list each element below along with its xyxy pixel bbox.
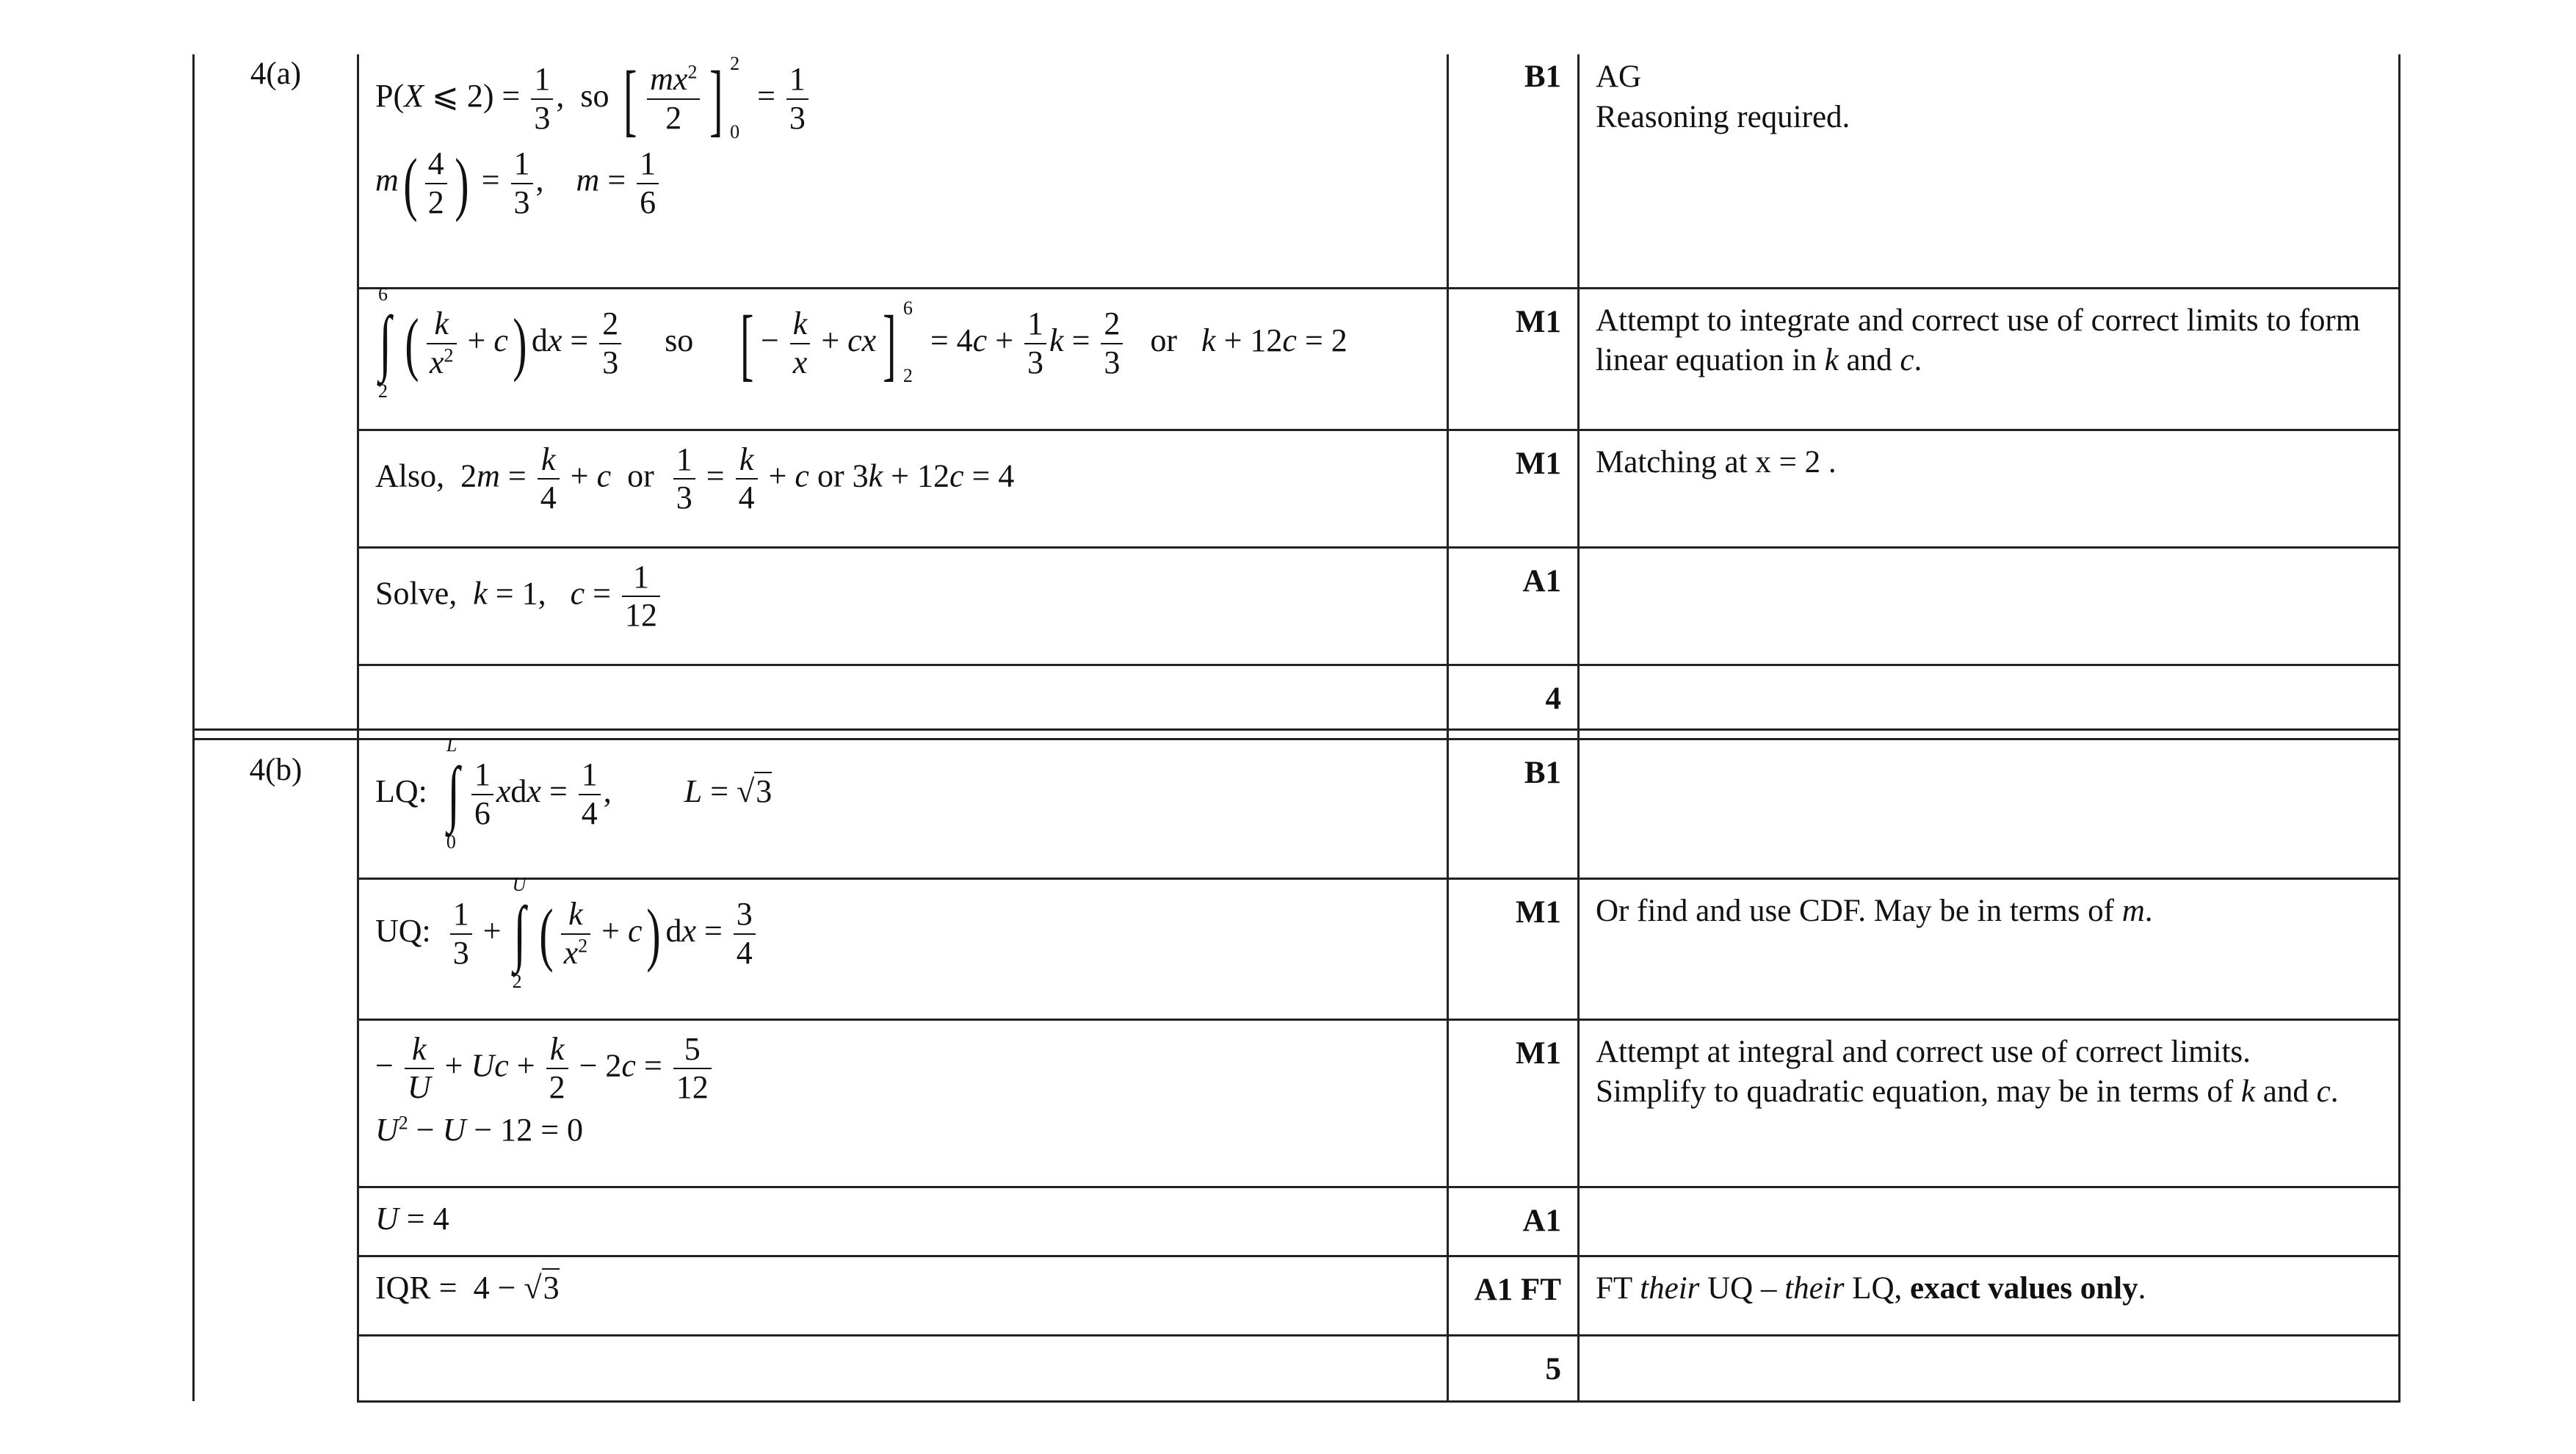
equation: Solve, k = 1, c = $\frac{1}{12}$ xyxy=(375,559,1430,634)
guidance xyxy=(1579,878,2400,1019)
question-label: 4(a) xyxy=(194,54,358,729)
equation: IQR = 4 − √3 xyxy=(375,1269,560,1306)
guidance-text: UQ – xyxy=(1699,1270,1785,1306)
equation: Also, 2m = $\frac{k}{4}$ + c or $\frac{1}{3}$ = $\frac{k}{4}$ + c or 3k + 12c = 4 xyxy=(375,441,1015,516)
guidance xyxy=(1579,1256,2400,1335)
mark-scheme-table xyxy=(192,54,2400,1403)
guidance: Matching at x = 2 . xyxy=(1579,430,2400,547)
mark: B1 xyxy=(1448,739,1579,878)
guidance-var: k xyxy=(2240,1074,2256,1110)
answer-cell xyxy=(358,430,1448,547)
equation: 6 ∫ 2 ( $\frac{k}{x^2}$ + c) dx = $\frac{2}{3}$ so [ − $\frac{k}{x}$ + cx] 6 2 = 4c + $\frac{1}{3}$ k = $\frac{2}{3}$ or k + 12c = 2 xyxy=(378,283,1347,402)
guidance xyxy=(1579,1019,2400,1187)
mark-total: 4 xyxy=(1448,665,1579,729)
guidance-var: c xyxy=(1900,343,1914,378)
answer-cell xyxy=(358,1187,1448,1256)
answer-cell xyxy=(358,547,1448,665)
guidance-text: . xyxy=(1914,343,1922,378)
guidance-line xyxy=(1596,1072,2382,1113)
guidance-text: FT xyxy=(1596,1270,1640,1306)
guidance xyxy=(1579,54,2400,288)
question-label: 4(b) xyxy=(194,739,358,1401)
equation: UQ: $\frac{1}{3}$ + U ∫ 2 ( $\frac{k}{x^2}$ + c) dx = $\frac{3}{4}$ xyxy=(375,890,1430,978)
mark: M1 xyxy=(1448,288,1579,430)
guidance-var: their xyxy=(1640,1270,1700,1306)
answer-cell xyxy=(358,54,1448,288)
answer-cell xyxy=(358,873,1448,1019)
mark: M1 xyxy=(1448,878,1579,1019)
answer-cell xyxy=(358,665,1448,729)
equation: LQ: L ∫ 0 $\frac{1}{6}$ xdx = $\frac{1}{4}$ , L = √3 xyxy=(375,734,773,853)
answer-cell xyxy=(358,1019,1448,1187)
answer-cell xyxy=(358,1335,1448,1401)
guidance-var: c xyxy=(2316,1074,2331,1110)
guidance xyxy=(1579,288,2400,430)
guidance-text: Simplify to quadratic equation, may be in terms of xyxy=(1596,1074,2241,1110)
guidance-text: Attempt to integrate and correct use of correct limits to form linear equation in xyxy=(1596,303,2361,378)
mark: A1 xyxy=(1448,1187,1579,1256)
mark: B1 xyxy=(1448,54,1579,288)
guidance xyxy=(1579,665,2400,729)
guidance xyxy=(1579,1335,2400,1401)
guidance-bold: exact values only xyxy=(1910,1270,2138,1306)
equation: − $\frac{k}{U}$ + Uc + $\frac{k}{2}$ − 2c = $\frac{5}{12}$ xyxy=(375,1031,1430,1107)
guidance-text: Or find and use CDF. May be in terms of xyxy=(1596,893,2122,928)
guidance-text: and xyxy=(2255,1074,2317,1110)
answer-cell xyxy=(358,734,1448,878)
guidance-line: Reasoning required. xyxy=(1596,99,1850,134)
guidance-text: . xyxy=(2138,1270,2146,1306)
guidance-var: k xyxy=(1824,343,1839,378)
guidance-text: . xyxy=(2144,893,2153,928)
guidance-text: and xyxy=(1838,343,1900,378)
equation: U = 4 xyxy=(375,1200,449,1237)
mark: A1 FT xyxy=(1448,1256,1579,1335)
mark: M1 xyxy=(1448,430,1579,547)
guidance-line: Attempt at integral and correct use of correct limits. xyxy=(1596,1034,2251,1069)
guidance xyxy=(1579,547,2400,665)
guidance-line: AG xyxy=(1596,59,1642,94)
mark: A1 xyxy=(1448,547,1579,665)
equation: m( $\frac{4}{2}$ ) = $\frac{1}{3}$ , m = $\frac{1}{6}$ xyxy=(375,145,1430,221)
guidance-var: m xyxy=(2121,893,2145,928)
equation: $U^2 - U - 12 = 0$ xyxy=(375,1111,584,1148)
iqr-label: IQR = xyxy=(375,1269,457,1306)
guidance xyxy=(1579,1187,2400,1256)
equation: P(X ⩽ 2) = $\frac{1}{3}$ , so [ $\frac{mx^2}{2}$ ] 2 0 = $\frac{1}{3}$ xyxy=(375,59,1430,140)
guidance xyxy=(1579,739,2400,878)
guidance-text: . xyxy=(2330,1074,2339,1110)
guidance-var: their xyxy=(1784,1270,1845,1306)
answer-cell xyxy=(358,1256,1448,1335)
guidance-text: LQ, xyxy=(1844,1270,1911,1306)
answer-cell xyxy=(358,283,1448,430)
section-separator xyxy=(194,729,2400,739)
mark: M1 xyxy=(1448,1019,1579,1187)
mark-total: 5 xyxy=(1448,1335,1579,1401)
